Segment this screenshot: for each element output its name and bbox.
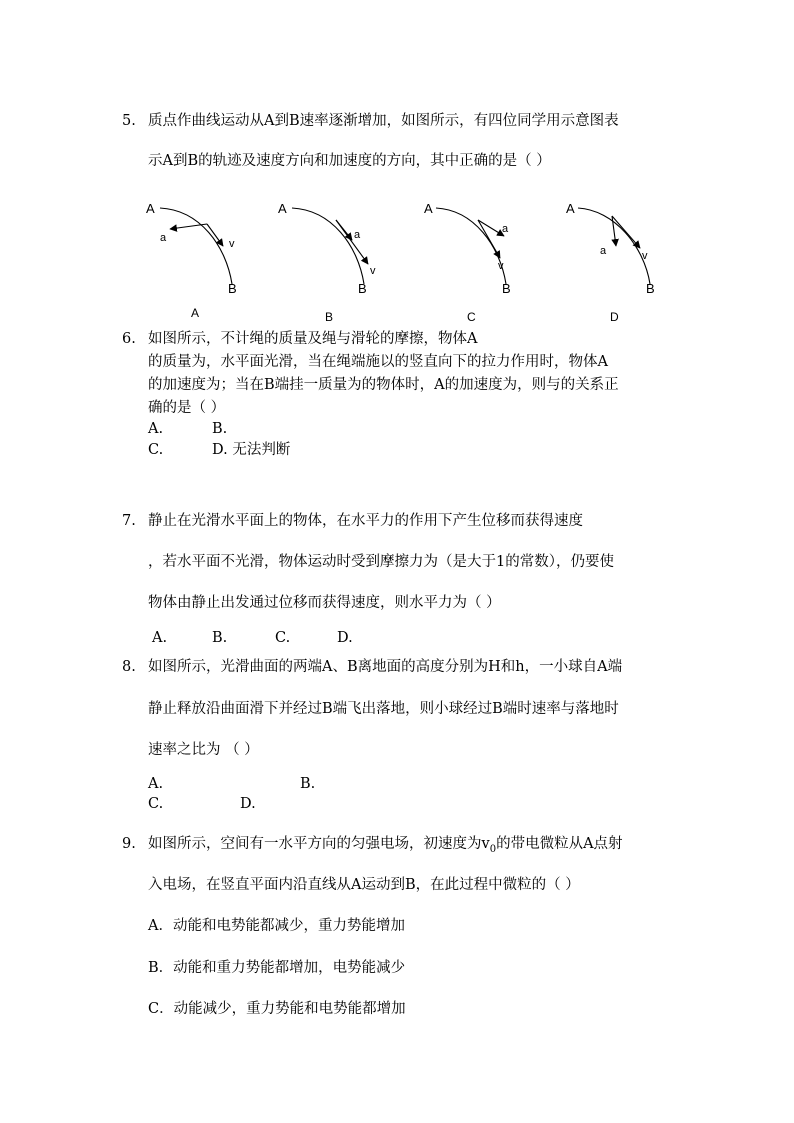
q5-figure-d-caption: D [610, 310, 619, 324]
q8-number: 8. [122, 659, 136, 675]
q9-option-a: A．动能和电势能都减少，重力势能增加 [148, 918, 405, 934]
q9-line1 [148, 835, 623, 859]
q8-option-d: D. [240, 796, 256, 812]
q9-option-b: B．动能和重力势能都增加，电势能减少 [148, 960, 406, 976]
q8-line1: 如图所示，光滑曲面的两端A、B离地面的高度分别为H和h，一小球自A端 [148, 659, 623, 675]
velocity-label: v [498, 260, 504, 272]
velocity-arrow [478, 220, 500, 258]
trajectory-curve [578, 208, 650, 284]
q9-option-c: C．动能减少，重力势能和电势能都增加 [148, 1001, 406, 1017]
q8-line3: 速率之比为 （ ） [148, 742, 259, 758]
q6-option-c: C. [148, 442, 164, 458]
q8-option-b: B. [300, 776, 316, 792]
velocity-arrow [207, 224, 223, 246]
acceleration-label: a [354, 229, 361, 241]
q5-figure-c-caption: C [467, 310, 476, 324]
q9-line2: 入电场，在竖直平面内沿直线从A运动到B，在此过程中微粒的（ ） [148, 877, 580, 893]
q7-option-a: A. [152, 630, 168, 646]
trajectory-curve [160, 208, 232, 284]
trajectory-curve [292, 208, 364, 284]
acceleration-label: a [160, 232, 167, 244]
q8-option-c: C. [148, 796, 164, 812]
q9-line1-pre: 如图所示，空间有一水平方向的匀强电场，初速度为 [148, 836, 482, 852]
q6-number: 6. [122, 331, 136, 347]
q5-line2: 示A到B的轨迹及速度方向和加速度的方向，其中正确的是（ ） [148, 153, 551, 169]
q5-number: 5. [122, 113, 136, 129]
q6-line2: 的质量为，水平面光滑，当在绳端施以的竖直向下的拉力作用时，物体A [148, 354, 608, 370]
point-end-label: B [502, 281, 511, 296]
q6-line4: 确的是（ ） [148, 400, 226, 416]
q6-option-d: D. 无法判断 [212, 442, 291, 458]
q5-figure-c [414, 196, 534, 296]
q6-option-b: B. [212, 421, 228, 437]
acceleration-label: a [600, 245, 607, 257]
q5-figure-b-caption: B [325, 310, 334, 324]
q6-line1: 如图所示，不计绳的质量及绳与滑轮的摩擦，物体A [148, 331, 478, 347]
q6-option-a: A. [148, 421, 164, 437]
q8-line2: 静止释放沿曲面滑下并经过B端飞出落地，则小球经过B端时速率与落地时 [148, 701, 619, 717]
point-end-label: B [646, 281, 655, 296]
q5-line1: 质点作曲线运动从A到B速率逐渐增加，如图所示，有四位同学用示意图表 [148, 113, 619, 129]
q9-v0-symbol: $v_0$ [481, 836, 497, 855]
acceleration-arrow [478, 220, 504, 236]
point-start-label: A [146, 201, 155, 216]
q8-option-a: A. [148, 776, 164, 792]
velocity-label: v [370, 265, 376, 277]
q7-line3: 物体由静止出发通过位移而获得速度，则水平力为（ ） [148, 595, 501, 611]
q7-option-d: D. [337, 630, 353, 646]
q5-figure-b [272, 196, 392, 296]
velocity-label: v [642, 250, 648, 262]
point-start-label: A [424, 201, 433, 216]
q9-number: 9. [122, 836, 136, 852]
point-end-label: B [358, 281, 367, 296]
acceleration-arrow [170, 224, 207, 229]
q6-line3: 的加速度为；当在B端挂一质量为的物体时，A的加速度为，则与的关系正 [148, 377, 619, 393]
q9-line1-post: 的带电微粒从A点射 [496, 836, 623, 852]
trajectory-curve [436, 208, 506, 284]
q7-option-b: B. [212, 630, 228, 646]
q5-figure-d [560, 196, 680, 296]
q7-line2: ，若水平面不光滑，物体运动时受到摩擦力为（是大于1的常数），仍要使 [148, 554, 614, 570]
acceleration-label: a [502, 223, 509, 235]
velocity-arrow [612, 216, 640, 248]
point-start-label: A [278, 201, 287, 216]
q5-figure-a-caption: A [191, 306, 200, 320]
q7-number: 7. [122, 513, 136, 529]
velocity-label: v [229, 238, 235, 250]
q5-figure-a [140, 196, 260, 296]
q7-option-c: C. [275, 630, 291, 646]
q7-line1: 静止在光滑水平面上的物体，在水平力的作用下产生位移而获得速度 [148, 513, 583, 529]
point-end-label: B [228, 281, 237, 296]
point-start-label: A [566, 201, 575, 216]
